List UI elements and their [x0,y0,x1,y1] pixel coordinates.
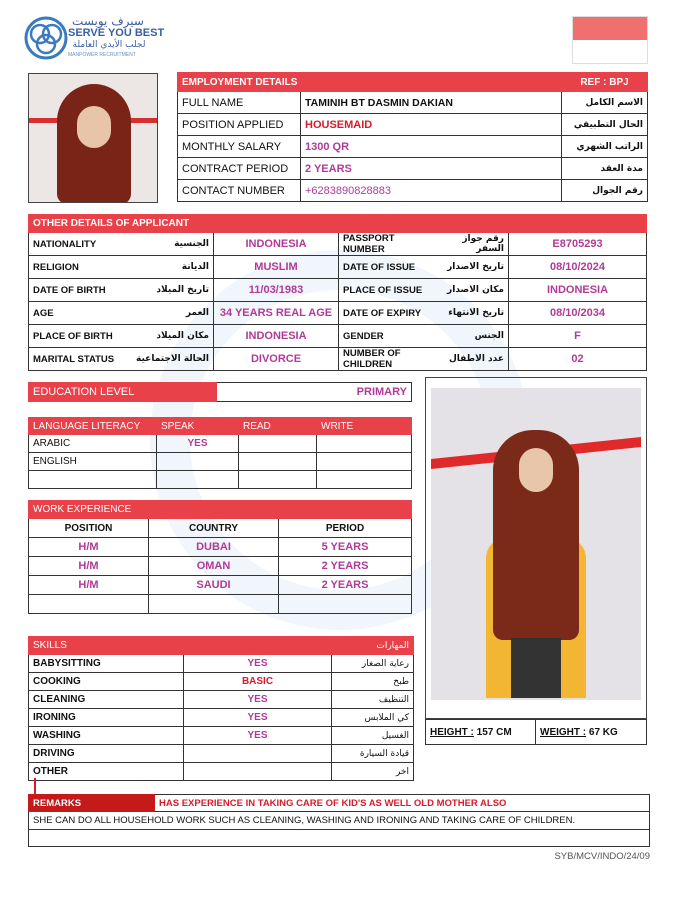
position-ar: الحال التطبيقي [562,114,648,136]
company-logo [24,14,165,64]
skills-title-ar: المهارات [332,637,414,655]
position-value: HOUSEMAID [301,114,562,136]
contact-label: CONTACT NUMBER [178,180,301,202]
education-label: EDUCATION LEVEL [29,383,217,402]
work-period: 2 YEARS [279,557,412,576]
detail-row [29,279,647,302]
full-name-ar: الاسم الكامل [562,92,648,114]
detail-row [29,348,647,371]
nationality-value: INDONESIA [214,233,339,256]
applicant-full-photo [431,388,641,700]
issue-date-value: 08/10/2024 [509,256,647,279]
skill-value [184,763,332,781]
contact-value: +6283890828883 [301,180,562,202]
skill-ar: كي الملابس [332,709,414,727]
work-position: H/M [29,538,149,557]
period-header: PERIOD [279,519,412,538]
skill-ar: الغسيل [332,727,414,745]
work-row [29,557,412,576]
skill-row [29,763,414,781]
work-row [29,576,412,595]
salary-label: MONTHLY SALARY [178,136,301,158]
speak-value [157,453,239,471]
skill-value [184,745,332,763]
speak-header: SPEAK [157,418,239,435]
skills-table [28,636,414,781]
remarks-title: REMARKS [29,795,155,812]
work-period: 5 YEARS [279,538,412,557]
passport-ar: رقم جواز السفر [439,233,509,256]
full-name-label: FULL NAME [178,92,301,114]
skill-name: BABYSITTING [29,655,184,673]
age-value: 34 YEARS REAL AGE [214,302,339,325]
language-table [28,417,412,489]
work-country: OMAN [149,557,279,576]
other-details-title: OTHER DETAILS OF APPLICANT [29,215,339,233]
children-label: NUMBER OF CHILDREN [339,348,439,371]
write-header: WRITE [317,418,412,435]
detail-row [29,233,647,256]
marital-label: MARITAL STATUS [29,348,124,371]
skill-value: YES [184,727,332,745]
skill-row [29,691,414,709]
body-measurements [425,719,647,745]
full-name-value: TAMINIH BT DASMIN DAKIAN [301,92,562,114]
brand-sub: MANPOWER RECRUITMENT [68,52,136,58]
dob-value: 11/03/1983 [214,279,339,302]
work-row [29,538,412,557]
skill-value: YES [184,655,332,673]
passport-value: E8705293 [509,233,647,256]
read-value [239,453,317,471]
skill-name: DRIVING [29,745,184,763]
marital-value: DIVORCE [214,348,339,371]
skill-row [29,745,414,763]
work-position: H/M [29,557,149,576]
language-name: ARABIC [29,435,157,453]
skill-ar: رعاية الصغار [332,655,414,673]
remarks-table [28,794,650,847]
gender-ar: الجنس [439,325,509,348]
remarks-text: SHE CAN DO ALL HOUSEHOLD WORK SUCH AS CLEANING, WASHING AND IRONING AND TAKING CARE OF CHILDREN. [29,812,650,830]
contract-label: CONTRACT PERIOD [178,158,301,180]
language-name: ENGLISH [29,453,157,471]
position-label: POSITION APPLIED [178,114,301,136]
religion-ar: الديانة [124,256,214,279]
applicant-portrait [28,73,158,203]
skill-name: WASHING [29,727,184,745]
issue-place-ar: مكان الاصدار [439,279,509,302]
dob-ar: تاريخ الميلاد [124,279,214,302]
education-table [28,382,412,402]
education-value: PRIMARY [217,383,412,402]
passport-label: PASSPORT NUMBER [339,233,439,256]
write-value [317,453,412,471]
marital-ar: الحالة الاجتماعية [124,348,214,371]
detail-row [29,325,647,348]
ref-value: BPJ [609,76,629,88]
detail-row [29,302,647,325]
dob-label: DATE OF BIRTH [29,279,124,302]
skill-name: IRONING [29,709,184,727]
salary-value: 1300 QR [301,136,562,158]
skill-value: BASIC [184,673,332,691]
weight-value: 67 KG [588,726,618,738]
issue-date-ar: تاريخ الاصدار [439,256,509,279]
age-label: AGE [29,302,124,325]
height-value: 157 CM [476,726,512,738]
children-value: 02 [509,348,647,371]
photo-frame [425,377,647,719]
skill-ar: اخر [332,763,414,781]
nationality-label: NATIONALITY [29,233,124,256]
nationality-ar: الجنسية [124,233,214,256]
skill-row [29,655,414,673]
ref-label: REF : [580,76,607,88]
skill-row [29,673,414,691]
brand-name: SERVE YOU BEST [68,27,165,39]
position-header: POSITION [29,519,149,538]
brand-arabic: سيرف يوبست [72,14,144,28]
skill-name: OTHER [29,763,184,781]
age-ar: العمر [124,302,214,325]
skill-ar: طبخ [332,673,414,691]
skill-ar: التنظيف [332,691,414,709]
issue-place-label: PLACE OF ISSUE [339,279,439,302]
read-value [239,435,317,453]
work-country: SAUDI [149,576,279,595]
contract-value: 2 YEARS [301,158,562,180]
gender-label: GENDER [339,325,439,348]
footer-code: SYB/MCV/INDO/24/09 [554,851,650,862]
brand-arabic-sub: لجلب الأيدي العاملة [72,40,146,50]
remarks-marker [34,778,36,794]
contact-ar: رقم الجوال [562,180,648,202]
expiry-value: 08/10/2034 [509,302,647,325]
logo-icon [24,16,68,60]
height-label: HEIGHT : [430,726,474,738]
employment-table [177,72,648,202]
work-title: WORK EXPERIENCE [29,501,279,519]
gender-value: F [509,325,647,348]
weight-label: WEIGHT : [540,726,587,738]
language-row [29,435,412,453]
write-value [317,435,412,453]
read-header: READ [239,418,317,435]
issue-date-label: DATE OF ISSUE [339,256,439,279]
skill-value: YES [184,709,332,727]
work-period: 2 YEARS [279,576,412,595]
contract-ar: مدة العقد [562,158,648,180]
skill-ar: قيادة السيارة [332,745,414,763]
work-position: H/M [29,576,149,595]
skill-row [29,709,414,727]
country-header: COUNTRY [149,519,279,538]
language-row [29,453,412,471]
children-ar: عدد الاطفال [439,348,509,371]
work-country: DUBAI [149,538,279,557]
religion-value: MUSLIM [214,256,339,279]
birth-place-label: PLACE OF BIRTH [29,325,124,348]
other-details-table [28,214,647,371]
birth-place-value: INDONESIA [214,325,339,348]
employment-title: EMPLOYMENT DETAILS [178,73,562,92]
expiry-label: DATE OF EXPIRY [339,302,439,325]
skill-name: CLEANING [29,691,184,709]
religion-label: RELIGION [29,256,124,279]
expiry-ar: تاريخ الانتهاء [439,302,509,325]
birth-place-ar: مكان الميلاد [124,325,214,348]
skill-name: COOKING [29,673,184,691]
remarks-headline: HAS EXPERIENCE IN TAKING CARE OF KID'S AS WELL OLD MOTHER ALSO [155,795,650,812]
speak-value: YES [157,435,239,453]
indonesia-flag-icon [572,16,648,64]
detail-row [29,256,647,279]
skills-title: SKILLS [29,637,332,655]
salary-ar: الراتب الشهري [562,136,648,158]
issue-place-value: INDONESIA [509,279,647,302]
work-experience-table [28,500,412,614]
skill-row [29,727,414,745]
skill-value: YES [184,691,332,709]
language-header: LANGUAGE LITERACY [29,418,157,435]
